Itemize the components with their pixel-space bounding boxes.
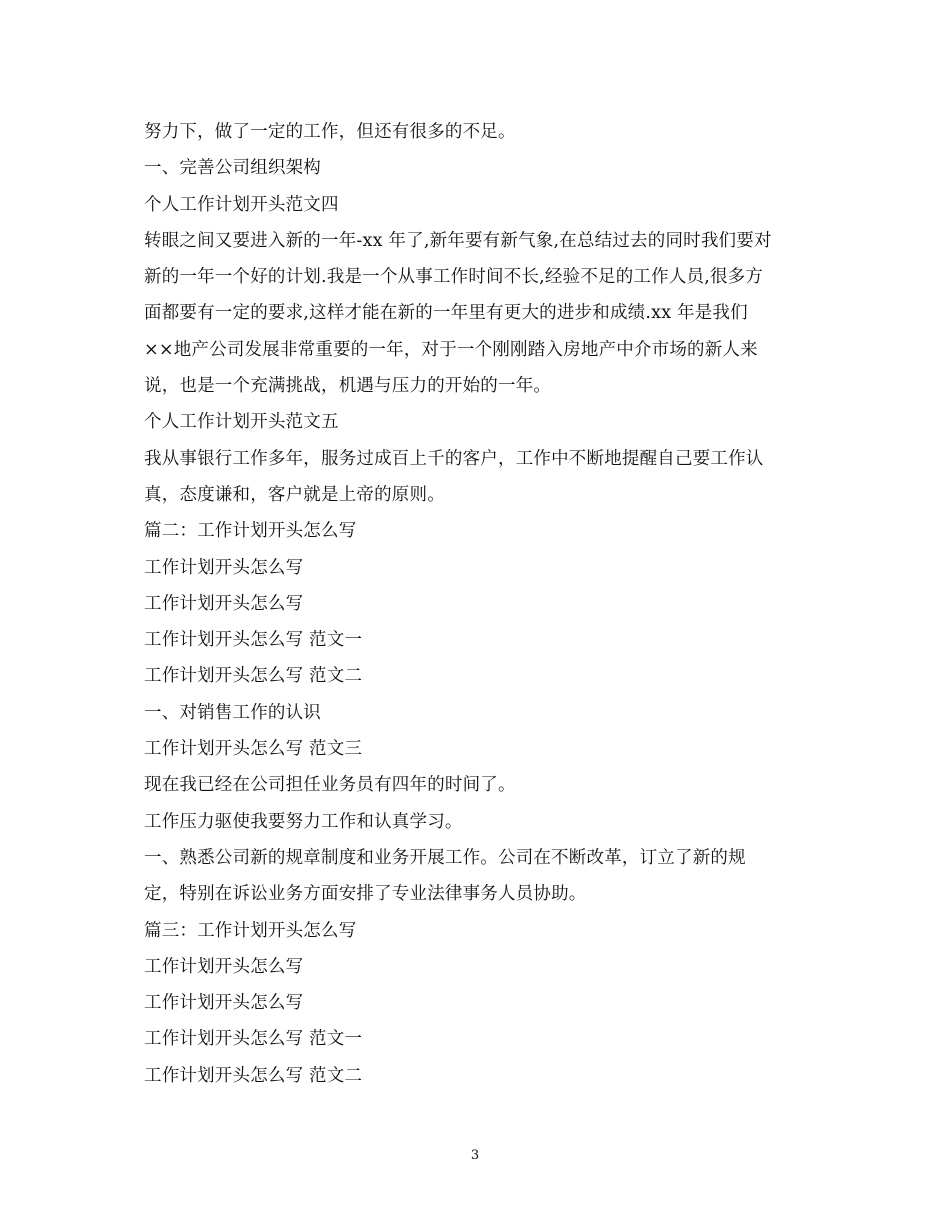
section-heading: 一、完善公司组织架构	[144, 158, 321, 179]
section-heading: 工作计划开头怎么写	[144, 993, 304, 1014]
text-line: 新的一年一个好的计划.我是一个从事工作时间不长,经验不足的工作人员,很多方	[144, 267, 764, 288]
section-heading: 工作计划开头怎么写	[144, 956, 304, 977]
text-line: 面都要有一定的要求,这样才能在新的一年里有更大的进步和成绩.xx 年是我们	[144, 303, 748, 324]
text-line: 说，也是一个充满挑战，机遇与压力的开始的一年。	[144, 376, 552, 397]
text-line: 一、熟悉公司新的规章制度和业务开展工作。公司在不断改革，订立了新的规	[144, 847, 746, 868]
section-heading: 篇三：工作计划开头怎么写	[144, 920, 357, 941]
section-heading: 工作计划开头怎么写 范文二	[144, 666, 363, 687]
text-line: ××地产公司发展非常重要的一年，对于一个刚刚踏入房地产中介市场的新人来	[144, 339, 758, 360]
section-heading: 个人工作计划开头范文四	[144, 194, 339, 215]
text-line: 转眼之间又要进入新的一年-xx 年了,新年要有新气象,在总结过去的同时我们要对	[144, 230, 772, 251]
page-number: 3	[470, 1148, 480, 1163]
section-heading: 篇二：工作计划开头怎么写	[144, 521, 357, 542]
section-heading: 工作计划开头怎么写 范文三	[144, 739, 363, 760]
section-heading: 工作计划开头怎么写 范文一	[144, 630, 363, 651]
text-line: 现在我已经在公司担任业务员有四年的时间了。	[144, 775, 516, 796]
section-heading: 个人工作计划开头范文五	[144, 412, 339, 433]
section-heading: 工作计划开头怎么写 范文一	[144, 1029, 363, 1050]
text-line: 我从事银行工作多年，服务过成百上千的客户，工作中不断地提醒自己要工作认	[144, 448, 764, 469]
text-line: 工作压力驱使我要努力工作和认真学习。	[144, 811, 463, 832]
text-line: 真，态度谦和，客户就是上帝的原则。	[144, 484, 445, 505]
text-line: 定，特别在诉讼业务方面安排了专业法律事务人员协助。	[144, 884, 587, 905]
section-heading: 一、对销售工作的认识	[144, 702, 321, 723]
section-heading: 工作计划开头怎么写	[144, 557, 304, 578]
section-heading: 工作计划开头怎么写	[144, 593, 304, 614]
text-line: 努力下，做了一定的工作，但还有很多的不足。	[144, 122, 516, 142]
section-heading: 工作计划开头怎么写 范文二	[144, 1065, 363, 1086]
document-body	[144, 114, 814, 1094]
